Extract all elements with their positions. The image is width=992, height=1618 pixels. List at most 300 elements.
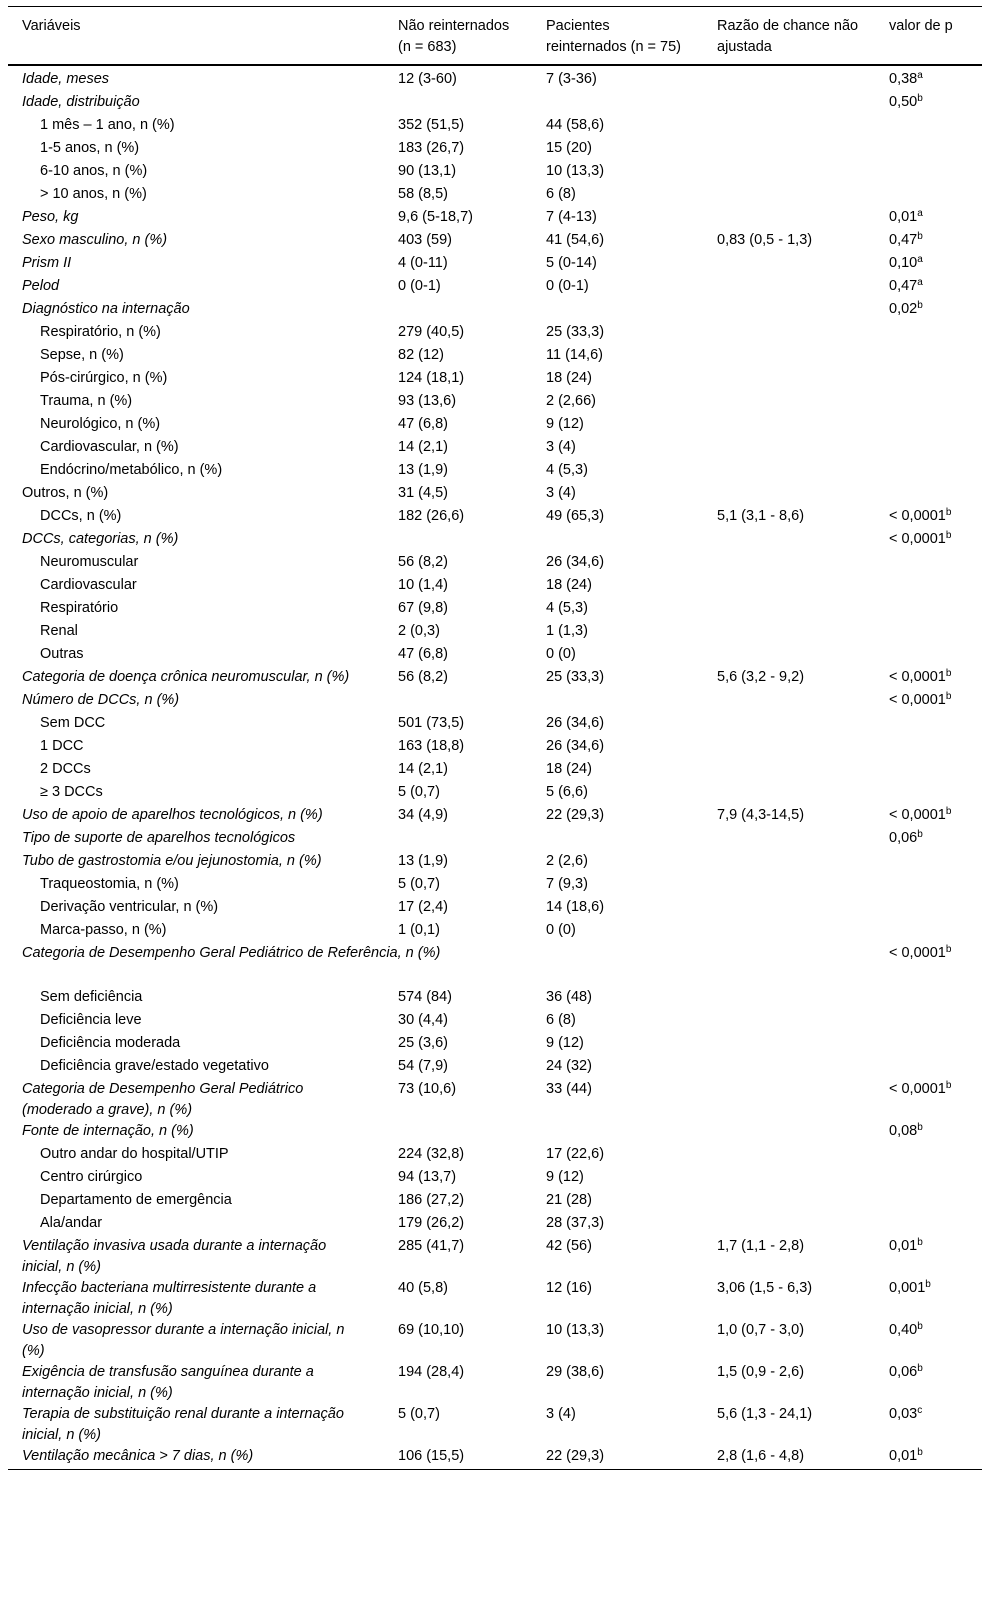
value-nao-reinternados: 34 (4,9) xyxy=(398,807,448,823)
p-value-footnote: b xyxy=(917,1321,923,1332)
row-label: Neurológico, n (%) xyxy=(40,416,161,432)
value-reinternados: 28 (37,3) xyxy=(546,1215,605,1231)
table-row xyxy=(8,65,982,92)
value-nao-reinternados: 25 (3,6) xyxy=(398,1035,448,1051)
value-razao-chance xyxy=(703,437,875,460)
table-row xyxy=(8,1236,982,1278)
table-row xyxy=(8,1362,982,1404)
value-p xyxy=(875,391,982,414)
value-nao-reinternados: 124 (18,1) xyxy=(398,370,465,386)
p-value-text: < 0,0001 xyxy=(889,807,946,823)
row-label: Pelod xyxy=(22,278,60,294)
header-reinternados: Pacientes reinternados (n = 75) xyxy=(546,18,682,55)
row-label: Derivação ventricular, n (%) xyxy=(40,899,219,915)
row-label: Centro cirúrgico xyxy=(40,1169,143,1185)
value-razao-chance xyxy=(703,322,875,345)
value-razao-chance: 3,06 (1,5 - 6,3) xyxy=(717,1280,813,1296)
value-p xyxy=(875,736,982,759)
value-p xyxy=(875,1144,982,1167)
value-reinternados: 6 (8) xyxy=(546,186,576,202)
value-p xyxy=(875,1010,982,1033)
value-reinternados: 7 (9,3) xyxy=(546,876,588,892)
row-label: Número de DCCs, n (%) xyxy=(22,692,180,708)
table-row xyxy=(8,230,982,253)
value-reinternados: 7 (3-36) xyxy=(546,71,597,87)
table-row xyxy=(8,1056,982,1079)
table-row xyxy=(8,1121,982,1144)
value-p xyxy=(875,1213,982,1236)
value-nao-reinternados: 1 (0,1) xyxy=(398,922,440,938)
value-p xyxy=(875,552,982,575)
value-p xyxy=(875,414,982,437)
row-label: Cardiovascular xyxy=(40,577,137,593)
row-label: 1 mês – 1 ano, n (%) xyxy=(40,117,175,133)
row-label: Diagnóstico na internação xyxy=(22,301,190,317)
row-label: Traqueostomia, n (%) xyxy=(40,876,179,892)
value-razao-chance xyxy=(703,920,875,943)
p-value-text: 0,01 xyxy=(889,1238,918,1254)
value-reinternados: 2 (2,6) xyxy=(546,853,588,869)
value-razao-chance xyxy=(703,345,875,368)
p-value-footnote: b xyxy=(917,829,923,840)
value-razao-chance: 1,0 (0,7 - 3,0) xyxy=(717,1322,805,1338)
p-value-footnote: b xyxy=(945,530,952,541)
p-value-footnote: b xyxy=(945,691,952,702)
value-razao-chance xyxy=(703,138,875,161)
value-reinternados: 18 (24) xyxy=(546,761,592,777)
row-label: Deficiência moderada xyxy=(40,1035,181,1051)
row-label: Uso de vasopressor durante a internação inicial, n (%) xyxy=(22,1322,345,1359)
table-container xyxy=(8,6,982,1470)
value-p xyxy=(875,92,982,115)
value-p xyxy=(875,987,982,1010)
p-value-text: 0,01 xyxy=(889,1448,918,1464)
value-p xyxy=(875,161,982,184)
value-razao-chance xyxy=(703,483,875,506)
value-nao-reinternados xyxy=(384,529,532,552)
table-row xyxy=(8,345,982,368)
value-razao-chance xyxy=(703,987,875,1010)
p-value-footnote: b xyxy=(945,944,952,955)
value-razao-chance: 5,6 (1,3 - 24,1) xyxy=(717,1406,813,1422)
value-nao-reinternados: 54 (7,9) xyxy=(398,1058,448,1074)
table-row xyxy=(8,1079,982,1121)
header-valor-p: valor de p xyxy=(889,18,953,34)
value-reinternados xyxy=(532,690,703,713)
value-razao-chance: 7,9 (4,3-14,5) xyxy=(717,807,805,823)
value-p xyxy=(875,598,982,621)
value-p xyxy=(875,1446,982,1470)
table-row xyxy=(8,552,982,575)
row-label: Ventilação invasiva usada durante a internação inicial, n (%) xyxy=(22,1238,327,1275)
p-value-footnote: a xyxy=(917,70,923,81)
p-value-footnote: b xyxy=(945,507,952,518)
value-reinternados: 10 (13,3) xyxy=(546,1322,605,1338)
value-p xyxy=(875,1404,982,1446)
p-value-text: < 0,0001 xyxy=(889,692,946,708)
value-nao-reinternados: 5 (0,7) xyxy=(398,784,440,800)
row-label: Trauma, n (%) xyxy=(40,393,133,409)
table-row xyxy=(8,276,982,299)
value-p xyxy=(875,230,982,253)
row-label: Categoria de Desempenho Geral Pediátrico (moderado a grave), n (%) xyxy=(22,1081,304,1118)
value-reinternados xyxy=(532,92,703,115)
p-value-footnote: b xyxy=(917,1363,923,1374)
value-nao-reinternados: 12 (3-60) xyxy=(398,71,457,87)
p-value-text: < 0,0001 xyxy=(889,531,946,547)
row-label: Marca-passo, n (%) xyxy=(40,922,167,938)
value-razao-chance xyxy=(703,276,875,299)
value-reinternados: 3 (4) xyxy=(546,439,576,455)
table-row xyxy=(8,368,982,391)
value-p xyxy=(875,690,982,713)
table-row xyxy=(8,736,982,759)
p-value-footnote: b xyxy=(945,1080,952,1091)
table-row xyxy=(8,161,982,184)
p-value-text: < 0,0001 xyxy=(889,945,946,961)
value-razao-chance xyxy=(703,65,875,92)
table-row xyxy=(8,414,982,437)
value-nao-reinternados: 194 (28,4) xyxy=(398,1364,465,1380)
table-row xyxy=(8,644,982,667)
row-label: Idade, distribuição xyxy=(22,94,140,110)
value-razao-chance: 1,7 (1,1 - 2,8) xyxy=(717,1238,805,1254)
table-row xyxy=(8,575,982,598)
value-nao-reinternados xyxy=(384,828,532,851)
value-p xyxy=(875,920,982,943)
p-value-footnote: b xyxy=(945,806,952,817)
table-row xyxy=(8,897,982,920)
value-p xyxy=(875,65,982,92)
table-row xyxy=(8,782,982,805)
p-value-text: 0,06 xyxy=(889,830,918,846)
row-label: Tubo de gastrostomia e/ou jejunostomia, n (%) xyxy=(22,853,322,869)
row-label: Sem DCC xyxy=(40,715,106,731)
value-nao-reinternados: 163 (18,8) xyxy=(398,738,465,754)
value-reinternados: 14 (18,6) xyxy=(546,899,605,915)
value-razao-chance: 2,8 (1,6 - 4,8) xyxy=(717,1448,805,1464)
value-p xyxy=(875,1190,982,1213)
value-reinternados: 3 (4) xyxy=(546,485,576,501)
row-label: Deficiência grave/estado vegetativo xyxy=(40,1058,269,1074)
value-razao-chance xyxy=(703,1167,875,1190)
table-row xyxy=(8,690,982,713)
p-value-footnote: b xyxy=(917,1447,923,1458)
value-razao-chance xyxy=(703,598,875,621)
value-nao-reinternados: 285 (41,7) xyxy=(398,1238,465,1254)
value-razao-chance xyxy=(703,828,875,851)
row-label: Exigência de transfusão sanguínea durante a internação inicial, n (%) xyxy=(22,1364,314,1401)
row-label: Cardiovascular, n (%) xyxy=(40,439,179,455)
table-row xyxy=(8,1033,982,1056)
table-row xyxy=(8,437,982,460)
row-label: Respiratório, n (%) xyxy=(40,324,161,340)
table-row xyxy=(8,1010,982,1033)
value-razao-chance: 5,1 (3,1 - 8,6) xyxy=(717,508,805,524)
value-reinternados: 36 (48) xyxy=(546,989,592,1005)
p-value-text: 0,47 xyxy=(889,232,918,248)
row-label: Outras xyxy=(40,646,84,662)
value-razao-chance: 5,6 (3,2 - 9,2) xyxy=(717,669,805,685)
value-nao-reinternados xyxy=(384,92,532,115)
value-nao-reinternados: 17 (2,4) xyxy=(398,899,448,915)
value-p xyxy=(875,529,982,552)
data-table xyxy=(8,6,982,1470)
value-razao-chance xyxy=(703,1010,875,1033)
value-reinternados: 17 (22,6) xyxy=(546,1146,605,1162)
value-reinternados: 15 (20) xyxy=(546,140,592,156)
value-reinternados: 41 (54,6) xyxy=(546,232,605,248)
value-nao-reinternados: 47 (6,8) xyxy=(398,646,448,662)
table-row xyxy=(8,460,982,483)
value-reinternados xyxy=(532,828,703,851)
value-nao-reinternados: 90 (13,1) xyxy=(398,163,457,179)
header-nao-reinternados: Não reinternados (n = 683) xyxy=(398,18,510,55)
row-label: Tipo de suporte de aparelhos tecnológicos xyxy=(22,830,296,846)
value-p xyxy=(875,621,982,644)
value-p xyxy=(875,1320,982,1362)
p-value-text: 0,50 xyxy=(889,94,918,110)
value-p xyxy=(875,943,982,987)
value-razao-chance xyxy=(703,1144,875,1167)
value-razao-chance xyxy=(703,1213,875,1236)
value-nao-reinternados: 5 (0,7) xyxy=(398,876,440,892)
value-nao-reinternados: 30 (4,4) xyxy=(398,1012,448,1028)
value-reinternados: 12 (16) xyxy=(546,1280,592,1296)
p-value-text: < 0,0001 xyxy=(889,1081,946,1097)
value-p xyxy=(875,1362,982,1404)
value-p xyxy=(875,437,982,460)
value-nao-reinternados: 186 (27,2) xyxy=(398,1192,465,1208)
row-label: Sexo masculino, n (%) xyxy=(22,232,168,248)
value-nao-reinternados xyxy=(384,1121,532,1144)
value-razao-chance xyxy=(703,1121,875,1144)
value-p xyxy=(875,506,982,529)
value-p xyxy=(875,299,982,322)
value-reinternados: 21 (28) xyxy=(546,1192,592,1208)
p-value-footnote: b xyxy=(925,1279,931,1290)
value-p xyxy=(875,644,982,667)
value-nao-reinternados: 9,6 (5-18,7) xyxy=(398,209,473,225)
value-nao-reinternados: 94 (13,7) xyxy=(398,1169,457,1185)
value-nao-reinternados: 352 (51,5) xyxy=(398,117,465,133)
value-razao-chance xyxy=(703,115,875,138)
table-row xyxy=(8,759,982,782)
p-value-footnote: b xyxy=(917,231,923,242)
row-label: 2 DCCs xyxy=(40,761,91,777)
value-nao-reinternados: 403 (59) xyxy=(398,232,453,248)
value-nao-reinternados: 93 (13,6) xyxy=(398,393,457,409)
value-p xyxy=(875,322,982,345)
row-label: Categoria de doença crônica neuromuscular, n (%) xyxy=(22,669,350,685)
value-reinternados: 42 (56) xyxy=(546,1238,592,1254)
value-razao-chance xyxy=(703,851,875,874)
row-label: Outros, n (%) xyxy=(22,485,109,501)
value-p xyxy=(875,828,982,851)
header-variaveis: Variáveis xyxy=(22,18,81,34)
value-reinternados: 25 (33,3) xyxy=(546,324,605,340)
p-value-text: < 0,0001 xyxy=(889,508,946,524)
row-label: Uso de apoio de aparelhos tecnológicos, n (%) xyxy=(22,807,323,823)
value-nao-reinternados: 73 (10,6) xyxy=(398,1081,457,1097)
value-nao-reinternados: 182 (26,6) xyxy=(398,508,465,524)
value-nao-reinternados: 574 (84) xyxy=(398,989,453,1005)
value-nao-reinternados: 2 (0,3) xyxy=(398,623,440,639)
value-reinternados xyxy=(532,529,703,552)
table-row xyxy=(8,391,982,414)
value-reinternados: 7 (4-13) xyxy=(546,209,597,225)
table-row xyxy=(8,1144,982,1167)
value-razao-chance xyxy=(703,874,875,897)
row-label: 1 DCC xyxy=(40,738,84,754)
value-p xyxy=(875,276,982,299)
value-p xyxy=(875,1167,982,1190)
row-label: Deficiência leve xyxy=(40,1012,142,1028)
value-razao-chance xyxy=(703,1079,875,1121)
value-nao-reinternados: 501 (73,5) xyxy=(398,715,465,731)
table-row xyxy=(8,874,982,897)
value-razao-chance xyxy=(703,460,875,483)
value-reinternados: 3 (4) xyxy=(546,1406,576,1422)
p-value-footnote: b xyxy=(917,93,923,104)
table-row xyxy=(8,1190,982,1213)
value-reinternados: 18 (24) xyxy=(546,370,592,386)
value-reinternados: 10 (13,3) xyxy=(546,163,605,179)
row-label: Ala/andar xyxy=(40,1215,103,1231)
value-razao-chance xyxy=(703,759,875,782)
row-label: Neuromuscular xyxy=(40,554,139,570)
value-nao-reinternados: 69 (10,10) xyxy=(398,1322,465,1338)
value-nao-reinternados xyxy=(384,299,532,322)
value-reinternados: 0 (0) xyxy=(546,922,576,938)
value-razao-chance xyxy=(703,552,875,575)
p-value-footnote: c xyxy=(917,1405,923,1416)
value-razao-chance xyxy=(703,529,875,552)
row-label: Sepse, n (%) xyxy=(40,347,124,363)
value-reinternados: 6 (8) xyxy=(546,1012,576,1028)
table-row xyxy=(8,138,982,161)
table-row xyxy=(8,621,982,644)
row-label: > 10 anos, n (%) xyxy=(40,186,147,202)
value-nao-reinternados: 183 (26,7) xyxy=(398,140,465,156)
p-value-footnote: a xyxy=(917,277,923,288)
row-label: Prism II xyxy=(22,255,72,271)
value-reinternados: 0 (0) xyxy=(546,646,576,662)
row-label: 6-10 anos, n (%) xyxy=(40,163,148,179)
table-row xyxy=(8,92,982,115)
row-label: Peso, kg xyxy=(22,209,79,225)
row-label: DCCs, categorias, n (%) xyxy=(22,531,179,547)
value-razao-chance xyxy=(703,253,875,276)
value-razao-chance xyxy=(703,184,875,207)
value-reinternados: 9 (12) xyxy=(546,1169,584,1185)
value-razao-chance xyxy=(703,690,875,713)
value-razao-chance xyxy=(703,621,875,644)
row-label: Fonte de internação, n (%) xyxy=(22,1123,194,1139)
p-value-text: 0,001 xyxy=(889,1280,926,1296)
value-razao-chance xyxy=(703,391,875,414)
value-razao-chance xyxy=(703,299,875,322)
value-reinternados: 49 (65,3) xyxy=(546,508,605,524)
value-reinternados: 1 (1,3) xyxy=(546,623,588,639)
value-reinternados: 44 (58,6) xyxy=(546,117,605,133)
row-label: Terapia de substituição renal durante a internação inicial, n (%) xyxy=(22,1406,344,1443)
value-razao-chance xyxy=(703,368,875,391)
value-p xyxy=(875,253,982,276)
row-label: Outro andar do hospital/UTIP xyxy=(40,1146,229,1162)
value-p xyxy=(875,483,982,506)
row-label: Sem deficiência xyxy=(40,989,143,1005)
row-label: Infecção bacteriana multirresistente durante a internação inicial, n (%) xyxy=(22,1280,317,1317)
value-p xyxy=(875,115,982,138)
table-row xyxy=(8,184,982,207)
table-body xyxy=(8,65,982,1470)
p-value-text: 0,10 xyxy=(889,255,918,271)
value-razao-chance xyxy=(703,1033,875,1056)
value-nao-reinternados: 10 (1,4) xyxy=(398,577,448,593)
value-nao-reinternados: 14 (2,1) xyxy=(398,439,448,455)
value-nao-reinternados: 47 (6,8) xyxy=(398,416,448,432)
value-reinternados: 24 (32) xyxy=(546,1058,592,1074)
table-row xyxy=(8,483,982,506)
table-row xyxy=(8,1320,982,1362)
table-row xyxy=(8,299,982,322)
p-value-text: 0,47 xyxy=(889,278,918,294)
value-reinternados: 18 (24) xyxy=(546,577,592,593)
value-razao-chance xyxy=(703,782,875,805)
value-nao-reinternados: 67 (9,8) xyxy=(398,600,448,616)
value-p xyxy=(875,1236,982,1278)
p-value-text: 0,38 xyxy=(889,71,918,87)
row-label: Departamento de emergência xyxy=(40,1192,232,1208)
table-row xyxy=(8,1404,982,1446)
table-row xyxy=(8,253,982,276)
value-reinternados: 22 (29,3) xyxy=(546,807,605,823)
value-p xyxy=(875,345,982,368)
table-row xyxy=(8,713,982,736)
table-row xyxy=(8,207,982,230)
value-razao-chance: 0,83 (0,5 - 1,3) xyxy=(717,232,813,248)
table-row xyxy=(8,115,982,138)
value-reinternados: 29 (38,6) xyxy=(546,1364,605,1380)
value-razao-chance xyxy=(703,575,875,598)
value-reinternados: 5 (0-14) xyxy=(546,255,597,271)
value-nao-reinternados: 4 (0-11) xyxy=(398,255,448,271)
table-row xyxy=(8,529,982,552)
row-label: Renal xyxy=(40,623,78,639)
value-reinternados: 11 (14,6) xyxy=(546,347,603,363)
value-razao-chance xyxy=(703,736,875,759)
p-value-footnote: a xyxy=(917,254,923,265)
value-p xyxy=(875,1079,982,1121)
value-razao-chance xyxy=(703,92,875,115)
value-p xyxy=(875,782,982,805)
value-p xyxy=(875,1033,982,1056)
value-reinternados: 33 (44) xyxy=(546,1081,592,1097)
p-value-text: 0,08 xyxy=(889,1123,918,1139)
value-p xyxy=(875,874,982,897)
value-razao-chance xyxy=(703,1056,875,1079)
row-label: DCCs, n (%) xyxy=(40,508,122,524)
value-reinternados: 26 (34,6) xyxy=(546,554,605,570)
value-razao-chance xyxy=(703,207,875,230)
value-nao-reinternados: 40 (5,8) xyxy=(398,1280,448,1296)
p-value-footnote: b xyxy=(917,1237,923,1248)
table-row xyxy=(8,920,982,943)
value-p xyxy=(875,368,982,391)
p-value-footnote: b xyxy=(917,300,923,311)
value-p xyxy=(875,1056,982,1079)
